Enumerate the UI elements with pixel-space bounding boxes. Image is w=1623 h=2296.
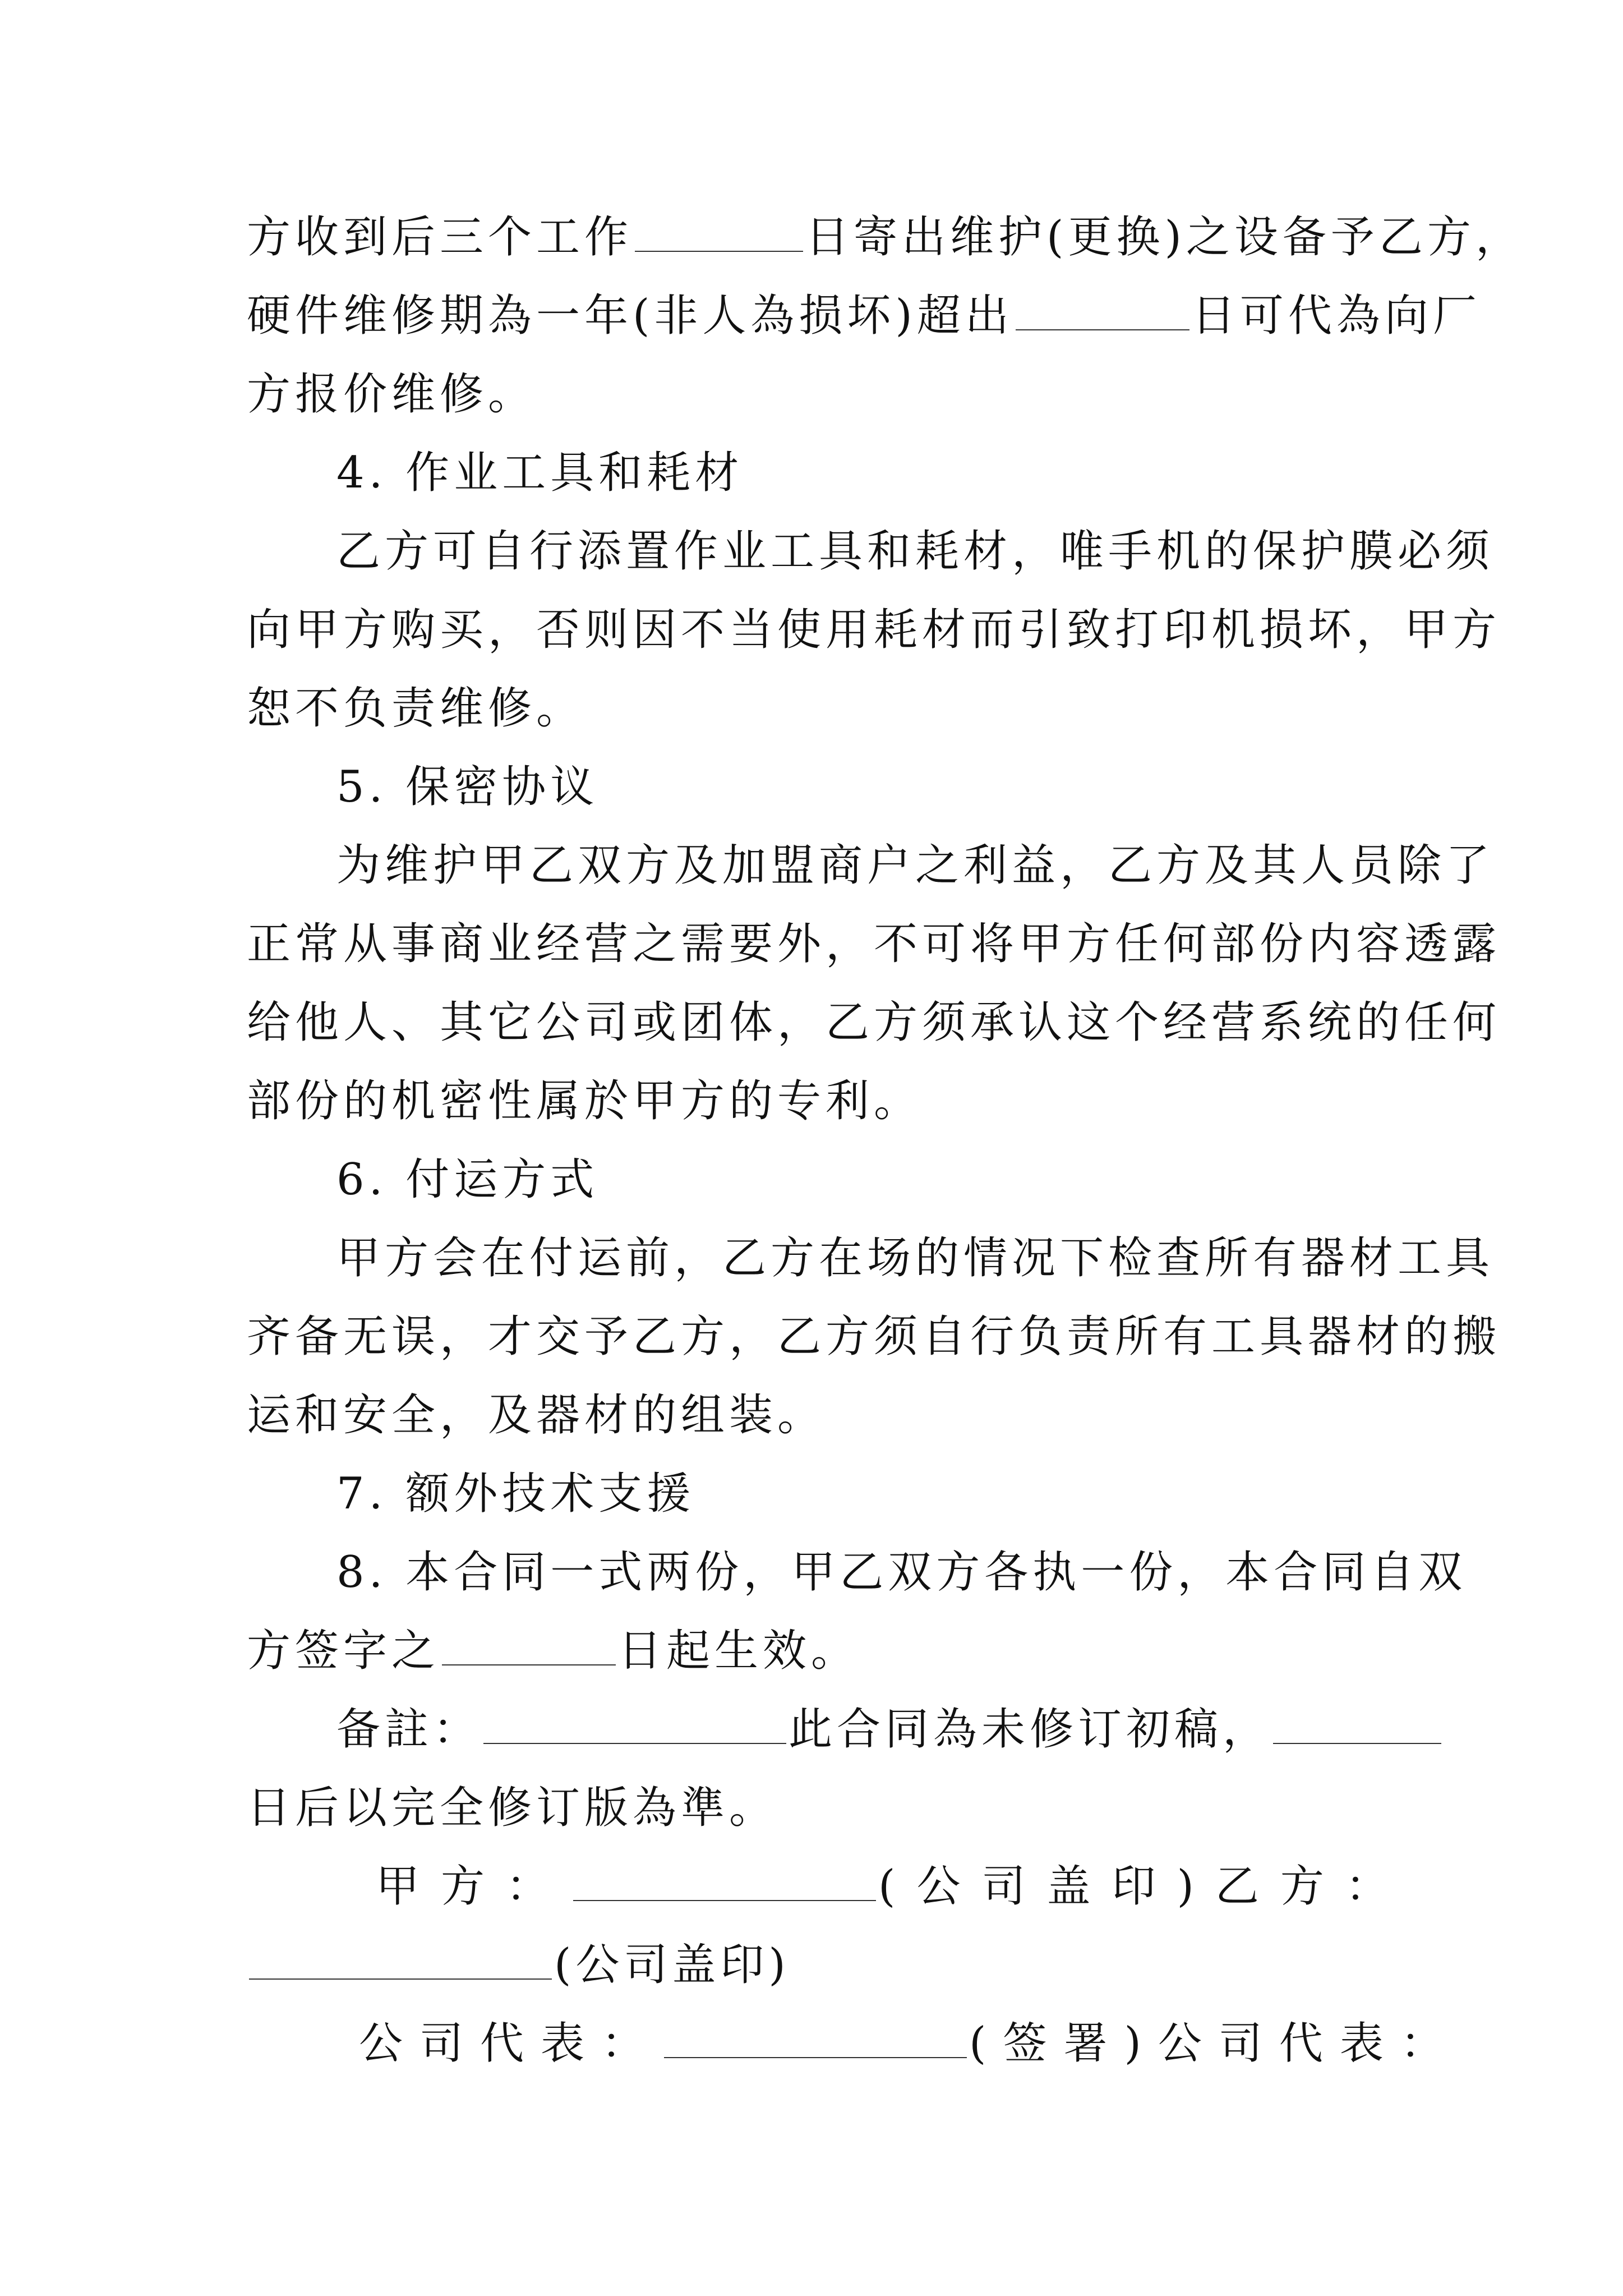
fill-in-blank (1016, 290, 1189, 330)
signature-line-seal: (公司盖印) (247, 1937, 790, 1993)
text-line: 向甲方购买，否则因不当使用耗材而引致打印机损坏，甲方 (247, 605, 1501, 655)
text-line: 方签字之 日起生效。 (247, 1626, 860, 1676)
text-line: 正常从事商业经营之需要外，不可将甲方任何部份内容透露 (247, 919, 1501, 969)
text-line: 乙方可自行添置作业工具和耗材，唯手机的保护膜必须 (336, 526, 1495, 577)
text-line: 甲方会在付运前，乙方在场的情况下检查所有器材工具 (336, 1233, 1495, 1283)
section-heading: 5. 保密协议 (336, 762, 599, 812)
text-line: 8. 本合同一式两份，甲乙双方各执一份，本合同自双 (336, 1547, 1467, 1598)
fill-in-blank (573, 1861, 876, 1901)
text-line: 运和安全，及器材的组装。 (247, 1390, 826, 1441)
text-line: 齐备无误，才交予乙方，乙方须自行负责所有工具器材的搬 (247, 1312, 1501, 1362)
fill-in-blank (483, 1704, 786, 1744)
fill-in-blank (442, 1625, 616, 1665)
text-line: 硬件维修期為一年(非人為损坏)超出 日可代為向厂 (247, 291, 1481, 341)
text-line: 给他人、其它公司或团体，乙方须承认这个经营系统的任何 (247, 997, 1501, 1048)
section-heading: 4. 作业工具和耗材 (336, 448, 744, 498)
text-line: 为维护甲乙双方及加盟商户之利益，乙方及其人员除了 (336, 840, 1495, 891)
text-line: 方收到后三个工作 日寄出维护(更换)之设备予乙方， (247, 212, 1524, 263)
fill-in-blank (249, 1939, 552, 1980)
signature-line-party: 甲方： (公司盖印)乙方： (376, 1861, 1410, 1912)
text-line: 方报价维修。 (247, 369, 537, 420)
fill-in-blank (664, 2018, 967, 2058)
section-heading: 7. 额外技术支援 (336, 1469, 695, 1519)
section-heading: 6. 付运方式 (336, 1154, 599, 1205)
text-line: 恕不负责维修。 (247, 683, 585, 734)
fill-in-blank (635, 211, 803, 252)
text-line: 日后以完全修订版為準。 (247, 1783, 778, 1833)
remark-line: 备註： 此合同為未修订初稿， (336, 1701, 1444, 1757)
fill-in-blank (1273, 1704, 1441, 1744)
signature-line-representative: 公司代表： (签署)公司代表： (359, 2018, 1461, 2069)
text-line: 部份的机密性属於甲方的专利。 (247, 1076, 923, 1126)
